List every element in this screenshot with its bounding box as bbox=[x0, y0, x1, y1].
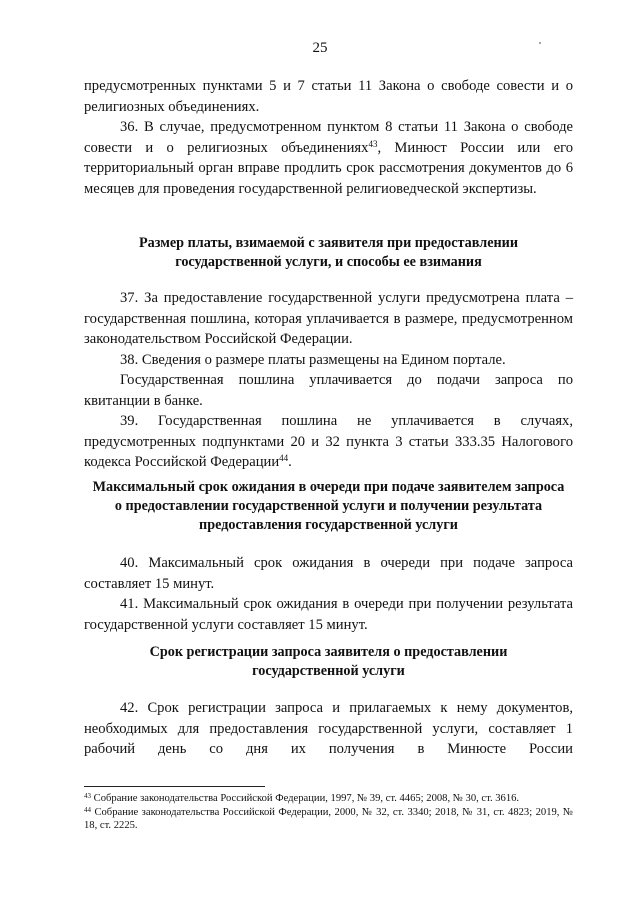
paragraph-38b: Государственная пошлина уплачивается до подачи запроса по квитанции в банке. bbox=[84, 372, 573, 409]
page-number: 25 bbox=[312, 40, 328, 56]
footnote-mark-43: 43 bbox=[84, 792, 91, 800]
paragraph-36-text-b: , Минюст России или его территориальный орган вправе продлить срок рассмотрения документов до 6 месяцев для проведения государственной религиоведческой экспертизы. bbox=[84, 139, 573, 197]
footnote-separator bbox=[84, 786, 265, 787]
footnote-text-44: Собрание законодательства Российской Федерации, 2000, № 32, ст. 3340; 2018, № 31, ст. 4823; 2019, № 18, ст. 2225. bbox=[84, 806, 573, 831]
footnote-mark-44: 44 bbox=[84, 805, 91, 814]
paragraph-39-text-b: . bbox=[288, 454, 292, 470]
paragraph-39 bbox=[84, 411, 573, 473]
heading-queue: Максимальный срок ожидания в очереди при подаче заявителем запроса о предоставлении государственной услуги и получении результата предоставления государственной услуги bbox=[92, 479, 565, 533]
paragraph-38: 38. Сведения о размере платы размещены на Едином портале. bbox=[120, 351, 506, 368]
heading-registration: Срок регистрации запроса заявителя о предоставлении государственной услуги bbox=[149, 644, 508, 679]
body-text-block-2 bbox=[84, 288, 573, 473]
footnote-ref-43: 43 bbox=[368, 138, 378, 149]
scan-speck bbox=[539, 42, 541, 44]
body-text-block-4 bbox=[84, 698, 573, 760]
section-heading-queue bbox=[84, 478, 573, 535]
paragraph-41: 41. Максимальный срок ожидания в очереди при получении результата государственной услуги составляет 15 минут. bbox=[84, 596, 573, 633]
paragraph-35-tail: предусмотренных пунктами 5 и 7 статьи 11 Закона о свободе совести и о религиозных объединениях. bbox=[84, 78, 573, 115]
section-heading-registration bbox=[84, 643, 573, 681]
body-text-block-3 bbox=[84, 553, 573, 635]
footnote-text-43: Собрание законодательства Российской Федерации, 1997, № 39, ст. 4465; 2008, № 30, ст. 3616. bbox=[91, 793, 520, 804]
footnote-44 bbox=[84, 806, 573, 833]
paragraph-42: 42. Срок регистрации запроса и прилагаемых к нему документов, необходимых для предоставления государственной услуги, составляет 1 рабочий день со дня их получения в Минюсте России bbox=[84, 700, 573, 757]
footnotes bbox=[84, 792, 573, 833]
heading-fee: Размер платы, взимаемой с заявителя при предоставлении государственной услуги, и способы ее взимания bbox=[138, 235, 519, 270]
paragraph-37: 37. За предоставление государственной услуги предусмотрена плата – государственная пошлина, которая уплачивается в размере, предусмотренном законодательством Российской Федерации. bbox=[84, 290, 573, 347]
paragraph-36-text-a: 36. В случае, предусмотренном пунктом 8 статьи 11 Закона о свободе совести и о религиозных объединениях bbox=[84, 119, 573, 156]
paragraph-36 bbox=[84, 117, 573, 199]
body-text-block-1 bbox=[84, 76, 573, 199]
footnote-43 bbox=[84, 792, 573, 806]
section-heading-fee bbox=[84, 234, 573, 272]
footnote-ref-44: 44 bbox=[279, 453, 289, 463]
paragraph-39-text-a: 39. Государственная пошлина не уплачивается в случаях, предусмотренных подпунктами 20 и 32 пункта 3 статьи 333.35 Налогового кодекса Российской Федерации bbox=[84, 413, 573, 470]
paragraph-40: 40. Максимальный срок ожидания в очереди при подаче запроса составляет 15 минут. bbox=[84, 555, 573, 592]
